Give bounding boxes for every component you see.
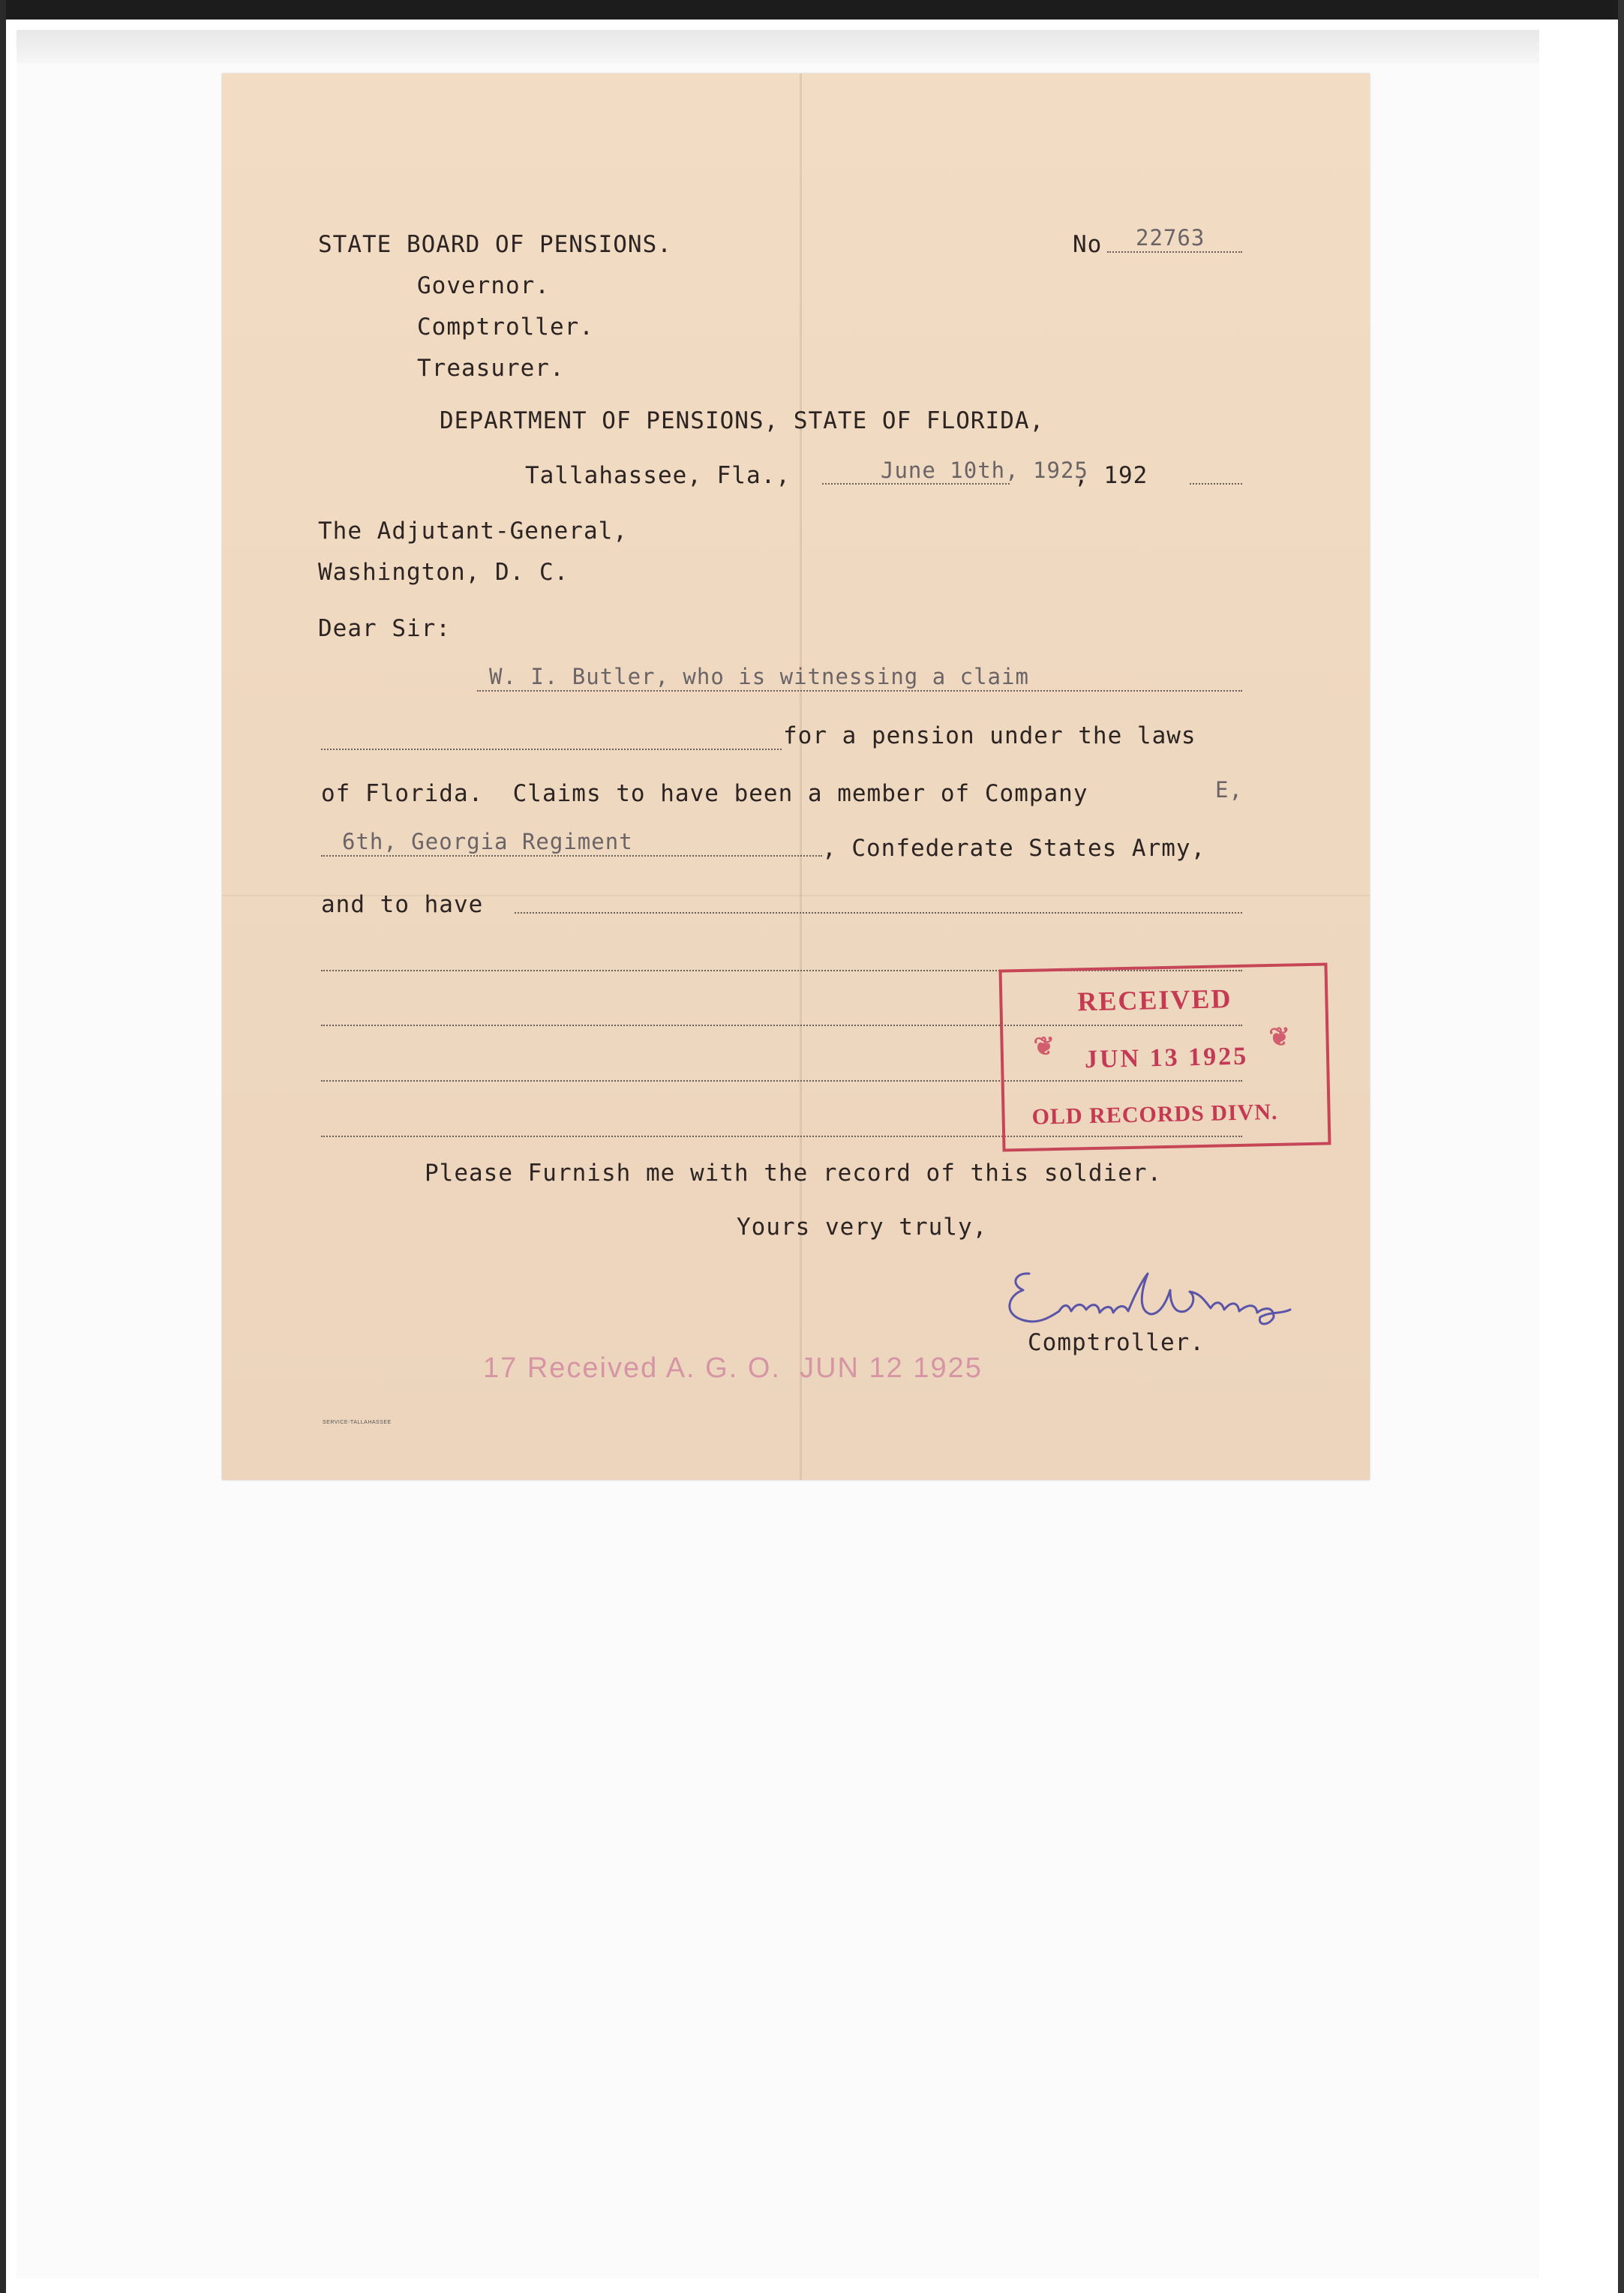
stamp-eagle-left-icon: ❦ <box>1033 1033 1055 1061</box>
department-heading: DEPARTMENT OF PENSIONS, STATE OF FLORIDA, <box>440 407 1045 434</box>
board-heading: STATE BOARD OF PENSIONS. <box>318 231 672 258</box>
pension-letter <box>222 74 1370 1480</box>
florida-text: of Florida. Claims to have been a member of Company <box>321 780 1088 807</box>
and-text: and to have <box>321 891 484 918</box>
stamp-received-label: RECEIVED <box>1077 983 1232 1017</box>
year-line <box>1190 483 1242 485</box>
army-text: , Confederate States Army, <box>822 835 1206 862</box>
comptroller-title: Comptroller. <box>1028 1329 1205 1356</box>
printer-mark: SERVICE-TALLAHASSEE <box>323 1420 392 1425</box>
addressee-line1: The Adjutant-General, <box>318 518 628 545</box>
place-label: Tallahassee, Fla., <box>525 462 791 489</box>
addressee-line2: Washington, D. C. <box>318 559 569 586</box>
salutation: Dear Sir: <box>318 615 451 642</box>
regiment-line <box>321 855 822 857</box>
received-stamp <box>999 962 1331 1151</box>
date-line <box>822 483 1010 485</box>
pension-text: for a pension under the laws <box>783 722 1196 749</box>
ago-received-stamp: 17 Received A. G. O. JUN 12 1925 <box>483 1352 983 1384</box>
stamp-eagle-right-icon: ❦ <box>1268 1023 1291 1052</box>
paper-fold-vertical <box>800 74 802 1480</box>
number-label: No <box>1073 231 1103 258</box>
member-treasurer: Treasurer. <box>417 355 565 382</box>
stamp-received-date: JUN 13 1925 <box>1084 1042 1249 1074</box>
album-page-strip <box>17 30 1539 63</box>
service-line-1 <box>515 912 1242 914</box>
regiment-value: 6th, Georgia Regiment <box>342 829 633 854</box>
year-prefix: , 192 <box>1074 462 1148 489</box>
claim-line-2 <box>321 749 782 750</box>
company-value: E, <box>1215 777 1243 803</box>
scanner-left-border <box>0 0 6 2293</box>
claimant-value: W. I. Butler, who is witnessing a claim <box>489 664 1029 689</box>
claimant-line <box>477 690 1242 692</box>
date-value: June 10th, 1925 <box>881 458 1088 483</box>
stamp-division: OLD RECORDS DIVN. <box>1031 1099 1278 1130</box>
number-line <box>1107 251 1242 253</box>
scanner-right-border <box>1618 0 1624 2293</box>
member-governor: Governor. <box>417 272 550 299</box>
request-text: Please Furnish me with the record of this soldier. <box>425 1160 1163 1187</box>
member-comptroller: Comptroller. <box>417 314 594 341</box>
scanner-top-border <box>0 0 1624 20</box>
number-value: 22763 <box>1136 225 1205 251</box>
closing-text: Yours very truly, <box>737 1214 988 1241</box>
